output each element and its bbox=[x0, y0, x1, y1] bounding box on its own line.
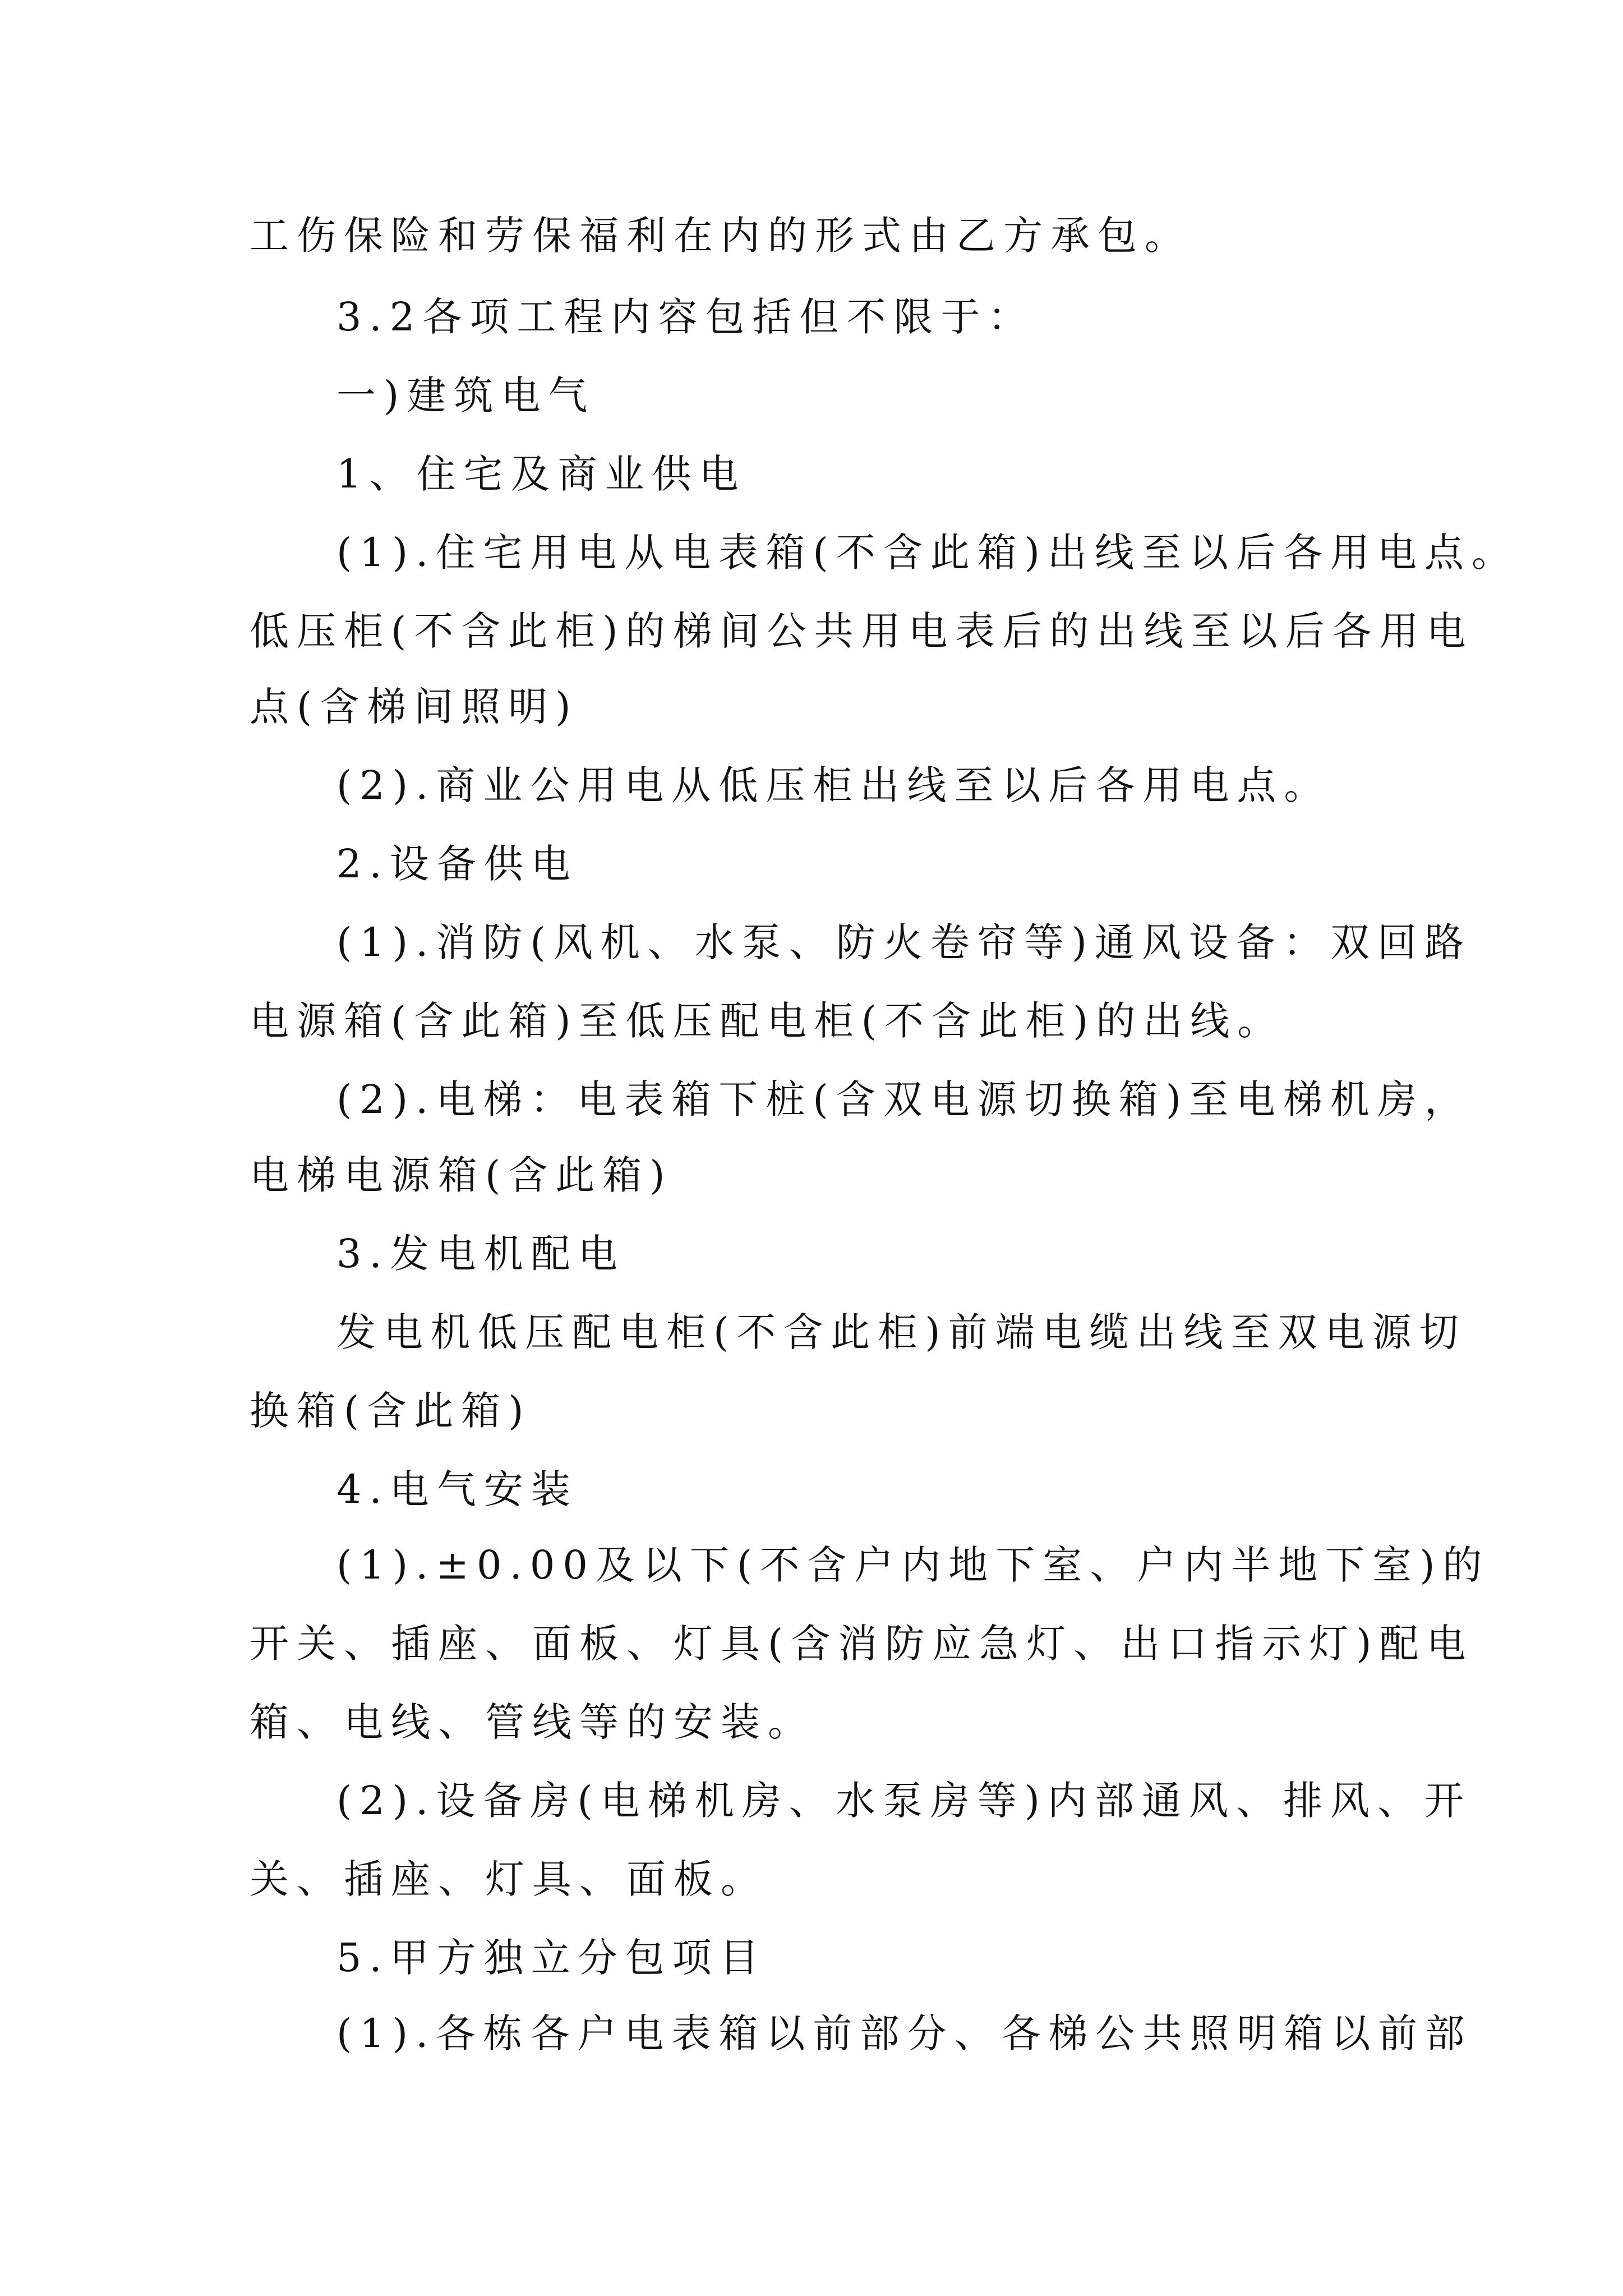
paragraph-line: 换箱(含此箱) bbox=[250, 1388, 532, 1434]
paragraph-line: (1).±0.00及以下(不含户内地下室、户内半地下室)的 bbox=[336, 1542, 1490, 1588]
paragraph-line: 开关、插座、面板、灯具(含消防应急灯、出口指示灯)配电 bbox=[250, 1621, 1474, 1667]
paragraph-line: 箱、电线、管线等的安装。 bbox=[250, 1699, 815, 1745]
paragraph-line: (2).设备房(电梯机房、水泵房等)内部通风、排风、开 bbox=[336, 1778, 1472, 1824]
paragraph-line: 工伤保险和劳保福利在内的形式由乙方承包。 bbox=[250, 213, 1192, 259]
paragraph-line: 点(含梯间照明) bbox=[250, 684, 579, 730]
paragraph-line: 发电机低压配电柜(不含此柜)前端电缆出线至双电源切 bbox=[336, 1309, 1467, 1355]
subsection-heading: 4.电气安装 bbox=[336, 1466, 578, 1512]
section-heading: 一)建筑电气 bbox=[336, 372, 596, 418]
paragraph-line: (1).住宅用电从电表箱(不含此箱)出线至以后各用电点。 bbox=[336, 530, 1519, 576]
paragraph-line: 低压柜(不含此柜)的梯间公共用电表后的出线至以后各用电 bbox=[250, 608, 1474, 654]
paragraph-line: (2).商业公用电从低压柜出线至以后各用电点。 bbox=[336, 762, 1331, 808]
paragraph-line: 关、插座、灯具、面板。 bbox=[250, 1856, 768, 1902]
subsection-heading: 5.甲方独立分包项目 bbox=[336, 1935, 767, 1981]
paragraph-line: 电梯电源箱(含此箱) bbox=[250, 1152, 673, 1198]
paragraph-line: (1).各栋各户电表箱以前部分、各梯公共照明箱以前部 bbox=[336, 2010, 1473, 2056]
subsection-heading: 1、住宅及商业供电 bbox=[336, 451, 746, 497]
subsection-heading: 3.发电机配电 bbox=[336, 1231, 625, 1277]
paragraph-line: 电源箱(含此箱)至低压配电柜(不含此柜)的出线。 bbox=[250, 998, 1285, 1044]
subsection-heading: 2.设备供电 bbox=[336, 841, 578, 887]
paragraph-line: (2).电梯：电表箱下桩(含双电源切换箱)至电梯机房， bbox=[336, 1076, 1472, 1122]
paragraph-line: (1).消防(风机、水泵、防火卷帘等)通风设备：双回路 bbox=[336, 919, 1472, 965]
paragraph-line: 3.2各项工程内容包括但不限于： bbox=[336, 294, 1035, 340]
